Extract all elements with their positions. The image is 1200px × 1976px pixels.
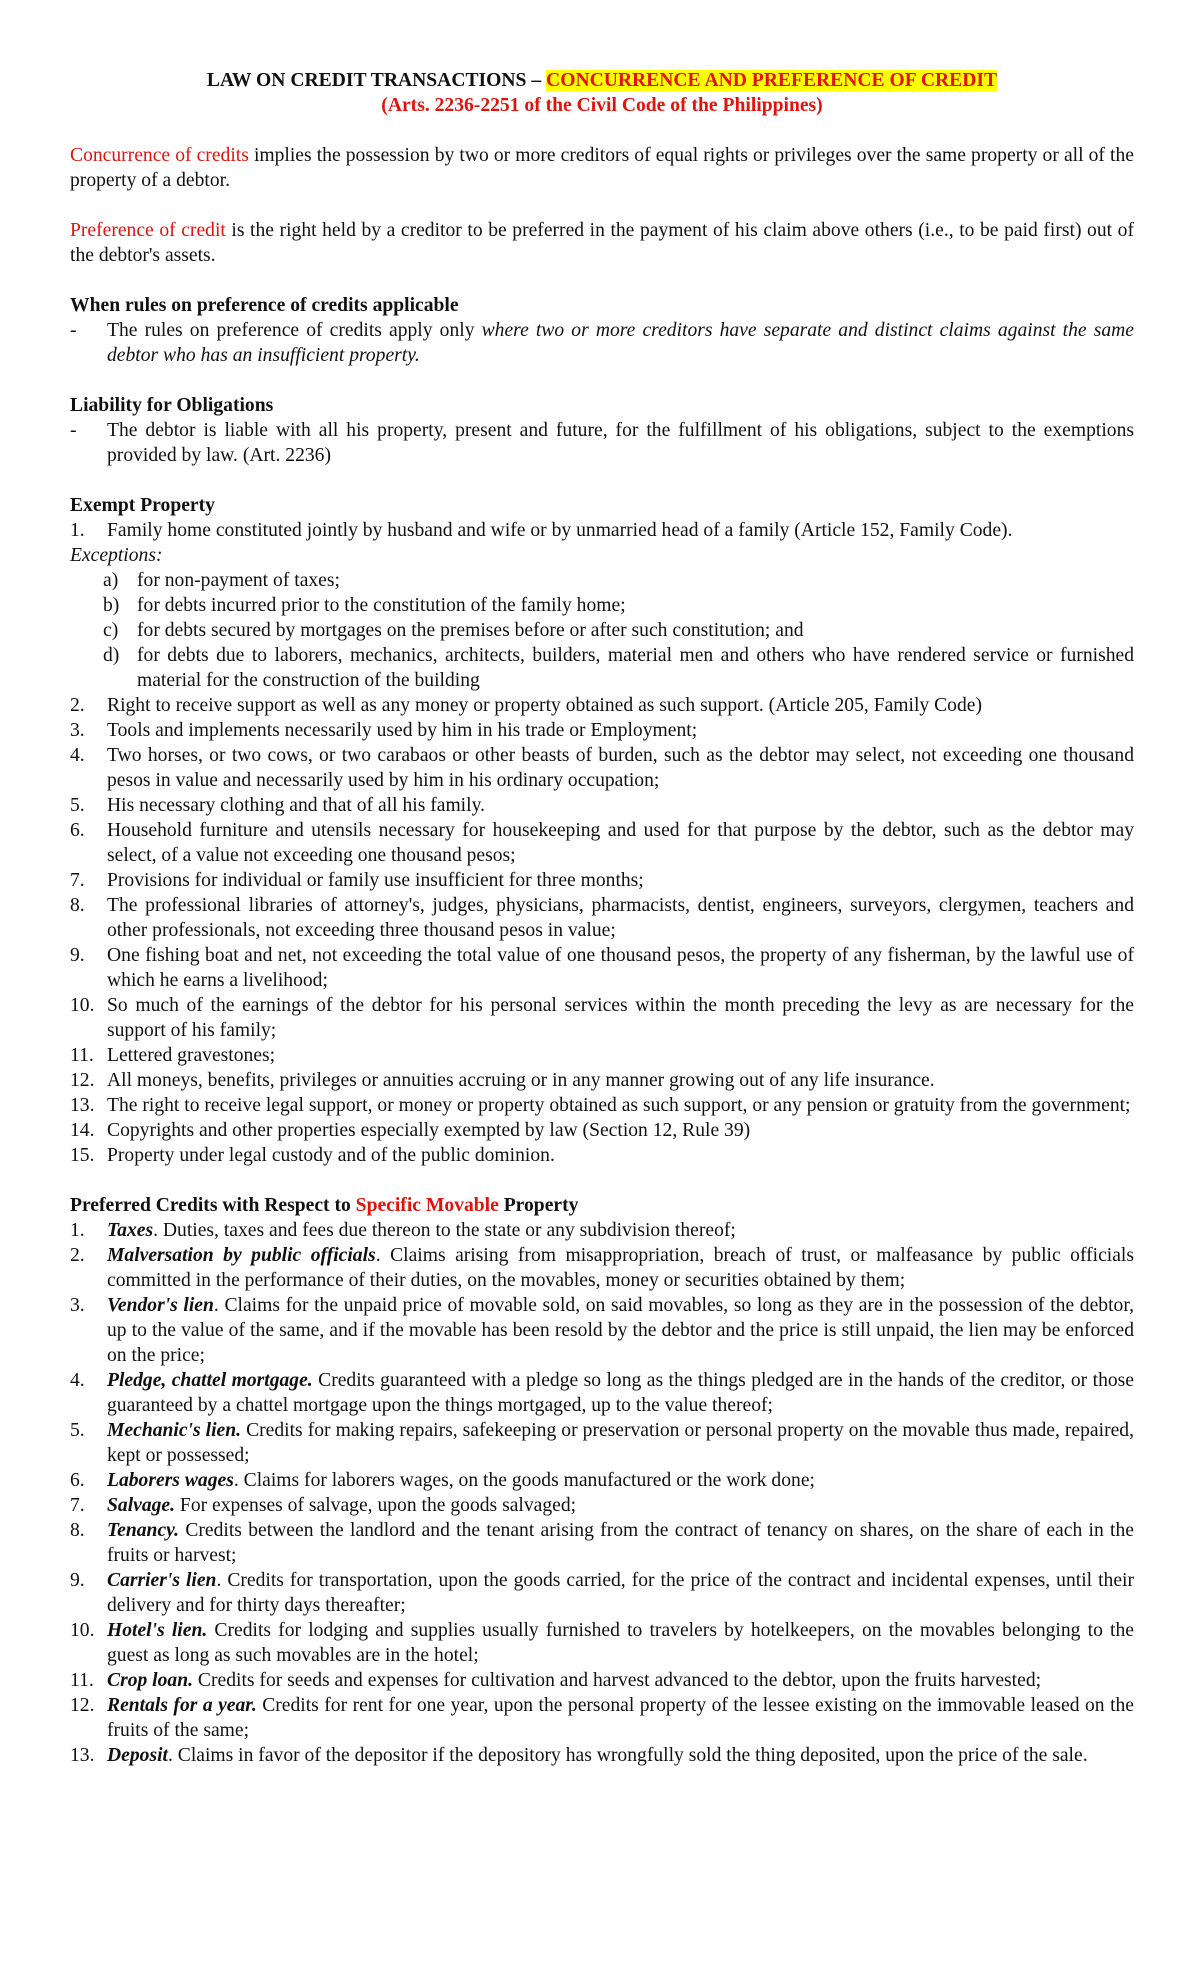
movable-credits-list [70, 1218, 1134, 1768]
document-subtitle: (Arts. 2236-2251 of the Civil Code of the Philippines) [381, 95, 823, 116]
section-heading-movable: Preferred Credits with Respect to Specific Movable Property [70, 1195, 579, 1216]
list-item: 9. Carrier's lien. Credits for transportation, upon the goods carried, for the price of the contract and incidental expenses, until their delivery and for thirty days thereafter; [70, 1570, 1134, 1616]
list-item: 5. His necessary clothing and that of all his family. [70, 795, 485, 816]
list-item [70, 418, 1134, 468]
list-item: 7. Salvage. For expenses of salvage, upon the goods salvaged; [70, 1495, 577, 1516]
title-prefix: LAW ON CREDIT TRANSACTIONS – [206, 70, 547, 91]
list-item [70, 318, 1134, 368]
exception-item: c) for debts secured by mortgages on the premises before or after such constitution; and [103, 620, 804, 641]
definition-term: Concurrence of credits [70, 145, 249, 166]
list-item: 2. Right to receive support as well as any money or property obtained as such support. (Article 205, Family Code) [70, 695, 982, 716]
list-item: 6. Household furniture and utensils necessary for housekeeping and used for that purpose by the debtor, such as the debtor may select, of a value not exceeding one thousand pesos; [70, 820, 1134, 866]
list-item: 10. So much of the earnings of the debtor for his personal services within the month preceding the levy as are necessary for the support of his family; [70, 995, 1134, 1041]
list-item: 8. Tenancy. Credits between the landlord and the tenant arising from the contract of tenancy on shares, on the share of each in the fruits or harvest; [70, 1520, 1134, 1566]
list-item: 8. The professional libraries of attorney's, judges, physicians, pharmacists, dentist, engineers, surveyors, clergymen, teachers and other professionals, not exceeding three thousand pesos in value; [70, 895, 1134, 941]
list-item: 14. Copyrights and other properties especially exempted by law (Section 12, Rule 39) [70, 1120, 751, 1141]
section-heading-liability: Liability for Obligations [70, 395, 274, 416]
list-item: 11. Crop loan. Credits for seeds and expenses for cultivation and harvest advanced to the debtor, upon the fruits harvested; [70, 1670, 1042, 1691]
list-item: 7. Provisions for individual or family use insufficient for three months; [70, 870, 644, 891]
section-heading-exempt: Exempt Property [70, 495, 215, 516]
list-text: Family home constituted jointly by husband and wife or by unmarried head of a family (Article 152, Family Code). [107, 520, 1013, 541]
exception-item: b) for debts incurred prior to the constitution of the family home; [103, 595, 626, 616]
list-item: 12. Rentals for a year. Credits for rent for one year, upon the personal property of the lessee existing on the immovable leased on the fruits of the same; [70, 1695, 1135, 1741]
list-item: 13. Deposit. Claims in favor of the depositor if the depository has wrongfully sold the thing deposited, upon the price of the sale. [70, 1745, 1088, 1766]
list-item: 5. Mechanic's lien. Credits for making repairs, safekeeping or preservation or personal property on the movable thus made, repaired, kept or possessed; [70, 1420, 1134, 1466]
definition-text: is the right held by a creditor to be preferred in the payment of his claim above others (i.e., to be paid first) out of the debtor's assets. [70, 220, 1134, 266]
list-item: 13. The right to receive legal support, or money or property obtained as such support, or any pension or gratuity from the government; [70, 1095, 1131, 1116]
list-item: 1. Taxes. Duties, taxes and fees due thereon to the state or any subdivision thereof; [70, 1220, 736, 1241]
list-text: The rules on preference of credits apply only where two or more creditors have separate and distinct claims against the same debtor who has an insufficient property. [107, 320, 1135, 366]
exempt-property-list [70, 693, 1134, 1168]
exceptions-list [70, 568, 1134, 693]
list-number: 1. [70, 520, 85, 541]
list-item: 11. Lettered gravestones; [70, 1045, 276, 1066]
list-marker: - [70, 320, 77, 341]
list-item: 12. All moneys, benefits, privileges or annuities accruing or in any manner growing out of any life insurance. [70, 1070, 935, 1091]
list-item: 15. Property under legal custody and of the public dominion. [70, 1145, 555, 1166]
list-item: 3. Tools and implements necessarily used by him in his trade or Employment; [70, 720, 698, 741]
exceptions-label: Exceptions: [70, 545, 163, 566]
section-heading-applicable: When rules on preference of credits applicable [70, 295, 459, 316]
exception-item: d) for debts due to laborers, mechanics, architects, builders, material men and others who have rendered service or furnished material for the construction of the building [103, 645, 1134, 691]
list-item: 2. Malversation by public officials. Claims arising from misappropriation, breach of trust, or malfeasance by public officials committed in the performance of their duties, on the movables, money or securities obtained by them; [70, 1245, 1134, 1291]
exception-item: a) for non-payment of taxes; [103, 570, 340, 591]
title-highlight: CONCURRENCE AND PREFERENCE OF CREDIT [546, 70, 998, 91]
definition-concurrence [70, 143, 1134, 193]
list-item: 9. One fishing boat and net, not exceeding the total value of one thousand pesos, the property of any fisherman, by the lawful use of which he earns a livelihood; [70, 945, 1134, 991]
list-item [70, 518, 1134, 543]
definition-preference [70, 218, 1134, 268]
document-title [70, 68, 1134, 93]
list-item: 10. Hotel's lien. Credits for lodging and supplies usually furnished to travelers by hotelkeepers, on the movables belonging to the guest as long as such movables are in the hotel; [70, 1620, 1134, 1666]
list-item: 4. Two horses, or two cows, or two carabaos or other beasts of burden, such as the debtor may select, not exceeding one thousand pesos in value and necessarily used by him in his ordinary occupation; [70, 745, 1134, 791]
list-item: 3. Vendor's lien. Claims for the unpaid price of movable sold, on said movables, so long as they are in the possession of the debtor, up to the value of the same, and if the movable has been resold by the debtor and the price is still unpaid, the lien may be enforced on the price; [70, 1295, 1134, 1366]
definition-text: implies the possession by two or more creditors of equal rights or privileges over the same property or all of the property of a debtor. [70, 145, 1134, 191]
list-item: 4. Pledge, chattel mortgage. Credits guaranteed with a pledge so long as the things pledged are in the hands of the creditor, or those guaranteed by a chattel mortgage upon the things mortgaged, up to the value thereof; [70, 1370, 1134, 1416]
list-text: The debtor is liable with all his property, present and future, for the fulfillment of his obligations, subject to the exemptions provided by law. (Art. 2236) [107, 420, 1134, 466]
list-marker: - [70, 420, 77, 441]
definition-term: Preference of credit [70, 220, 226, 241]
list-item: 6. Laborers wages. Claims for laborers wages, on the goods manufactured or the work done; [70, 1470, 815, 1491]
